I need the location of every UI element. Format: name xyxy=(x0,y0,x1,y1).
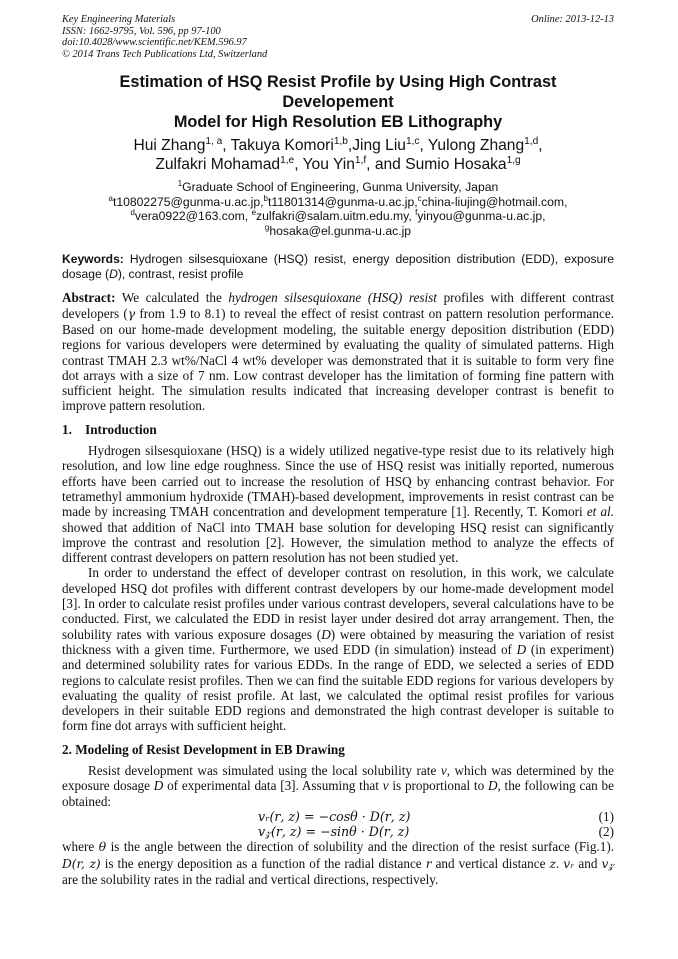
author-sup: 1,d xyxy=(524,135,539,147)
math-symbol: r xyxy=(425,856,432,871)
author-sup: 1,f xyxy=(354,154,367,166)
email-sup: e xyxy=(251,208,256,218)
author-name: Sumio Hosaka xyxy=(405,156,507,173)
email-link[interactable]: hosaka@el.gunma-u.ac.jp xyxy=(269,223,412,238)
author-name: You Yin xyxy=(302,156,355,173)
affiliation-sup: 1 xyxy=(177,178,183,188)
italic-text: et al. xyxy=(586,504,615,520)
email-link[interactable]: zulfakri@salam.uitm.edu.my xyxy=(255,209,409,224)
author-name: Hui Zhang xyxy=(133,137,206,154)
text: and vertical distance xyxy=(431,855,550,871)
text: In order to understand the effect of developer contrast on resolution, in this work, we calculate developed HSQ dot profiles with different contrast developers by our home-made development model [3]. In order to calculate resist profiles under various contrast developers, several calculations have to be conducted. First, we calculated the EDD in resist layer under desired dot array arrangement. Then, the solubility rates with various exposure dosages ( xyxy=(62,565,614,642)
affiliations xyxy=(62,180,614,238)
author-sup: 1,c xyxy=(405,135,420,147)
text: ) were obtained by measuring the variation of resist thickness with a given time. Furthermore, we used EDD (in simulation) instead of xyxy=(62,626,614,657)
issn: ISSN: 1662-9795, Vol. 596, pp 97-100 xyxy=(62,25,221,37)
keywords-label: Keywords: xyxy=(62,252,124,267)
italic-text: D xyxy=(487,778,498,794)
email-sup: b xyxy=(263,193,268,203)
journal-name: Key Engineering Materials xyxy=(62,14,176,25)
italic-text: v xyxy=(382,778,389,794)
text: , the following can be obtained: xyxy=(62,778,615,809)
email-link[interactable]: t10802275@gunma-u.ac.jp xyxy=(112,194,261,209)
affiliation-line xyxy=(62,180,614,195)
email-sup: g xyxy=(264,222,270,232)
math-symbol: z xyxy=(549,856,556,871)
abstract xyxy=(62,290,614,413)
intro-paragraph-1 xyxy=(62,443,614,565)
gamma-symbol: γ xyxy=(127,306,136,321)
title-line-2: Model for High Resolution EB Lithography xyxy=(173,113,503,131)
abstract-italic: hydrogen silsesquioxane (HSQ) resist xyxy=(228,290,437,306)
title-line-1: Estimation of HSQ Resist Profile by Using High Contrast Developement xyxy=(119,73,557,111)
journal-header xyxy=(62,14,614,60)
math-symbol: vᵣ xyxy=(563,856,575,871)
intro-paragraph-2 xyxy=(62,565,614,733)
math-symbol: D(r, z) xyxy=(62,856,101,871)
email-sup: c xyxy=(417,193,422,203)
email-sup: f xyxy=(415,208,418,218)
text: showed that addition of NaCl into TMAH base solution for developing HSQ resist can significantly improve the contrast and resolution [2]. However, the simulation method to analyze the effects of different contrast developers on pattern resolution has not been studied yet. xyxy=(62,519,614,566)
abstract-label: Abstract: xyxy=(62,290,116,306)
email-link[interactable]: yinyou@gunma-u.ac.jp xyxy=(417,209,543,224)
email-sup: a xyxy=(108,193,113,203)
text: where xyxy=(62,839,99,855)
authors-line-2: Zulfakri Mohamad$^{1,e}$, You Yin$^{1,f}$, and Sumio Hosaka$^{1,g}$ xyxy=(155,154,521,173)
email-link[interactable]: china-liujing@hotmail.com xyxy=(421,194,565,209)
email-link[interactable]: vera0922@163.com xyxy=(134,209,245,224)
author-sup: 1,g xyxy=(506,154,521,166)
paper-page xyxy=(62,14,614,887)
equation-number: (2) xyxy=(598,824,614,840)
emails-line-3 xyxy=(62,224,614,239)
paper-title xyxy=(62,72,614,132)
italic-text: v xyxy=(440,762,447,778)
abstract-text: We calculated the xyxy=(115,290,229,306)
section-heading-introduction: 1. Introduction xyxy=(62,421,157,437)
authors-line-1: Hui Zhang$^{1, a}$, Takuya Komori$^{1,b}$,Jing Liu$^{1,c}$, Yulong Zhang$^{1,d}$, xyxy=(133,135,543,154)
text: is the angle between the direction of solubility and the direction of the resist surface (Fig.1). xyxy=(106,839,615,855)
math-symbol: θ xyxy=(98,840,107,855)
author-sup: 1,e xyxy=(280,154,295,166)
author-name: Jing Liu xyxy=(352,137,406,154)
text: , which was determined by the exposure dosage xyxy=(62,762,614,794)
author-list xyxy=(62,136,614,174)
text: Hydrogen silsesquioxane (HSQ) is a widely utilized negative-type resist due to its relatively high resolution, and low line edge roughness. Since the use of HSQ resist was initially reported, numerous efforts have been carried out to increase the resolution of HSQ by enhancing contrast behavior. For tetramethyl ammonium hydroxide (TMAH)-based development, improvements in resist contrast can be made by increasing TMAH concentration and development temperature [1]. Recently, T. Komori xyxy=(62,443,614,520)
text: is the energy deposition as a function of the radial distance xyxy=(100,855,426,871)
copyright: © 2014 Trans Tech Publications Ltd, Switzerland xyxy=(62,48,268,60)
online-date: Online: 2013-12-13 xyxy=(531,14,614,25)
equation-expression: 𝑣𝓏(𝑟, 𝑧) = −𝑠𝑖𝑛𝜃 · 𝐷(𝑟, 𝑧) xyxy=(258,824,410,840)
keywords xyxy=(62,252,614,282)
text: are the solubility rates in the radial and vertical directions, respectively. xyxy=(62,872,439,888)
text: (in experiment) and determined solubility rates for various EDDs. In the range of EDD, we selected a series of EDD regions to calculate resist profiles. Then we can find the suitable EDD regions for various developers by evaluating the quality of resist profile. At last, we calculated the optimal resist profiles for various developers in their suitable EDD regions and demonstrated the high contrast developer is suitable to form fine dot arrays with sufficient height. xyxy=(62,641,614,734)
doi: doi:10.4028/www.scientific.net/KEM.596.97 xyxy=(62,37,247,48)
equation-number: (1) xyxy=(598,808,614,824)
email-sup: d xyxy=(130,208,135,218)
keywords-text: Hydrogen silsesquioxane (HSQ) resist, energy deposition distribution (EDD), exposure dosage ( xyxy=(62,252,614,282)
emails-line-2: $^d$vera0922@163.com, $^e$zulfakri@salam.uitm.edu.my, $^f$yinyou@gunma-u.ac.jp, xyxy=(130,208,546,224)
abstract-text: from 1.9 to 8.1) to reveal the effect of resist contrast on pattern resolution performance. Based on our home-made development modeling, the suitable energy deposition distribution (EDD) regions for various developers were determined by evaluating the quality of simulated patterns. High contrast TMAH 2.3 wt%/NaCl 4 wt% developer was demonstrated that it is suitable to form very fine dot arrays with a size of 7 nm. Low contrast developer has the limitation of forming fine pattern with sufficient height. The simulation results indicated that increasing developer contrast is benefit to improve pattern resolution. xyxy=(62,305,615,414)
modeling-paragraph-1 xyxy=(62,763,614,809)
equation-1 xyxy=(62,809,614,824)
math-symbol: v𝓏 xyxy=(601,856,615,871)
italic-text: D xyxy=(321,626,331,642)
text: and xyxy=(574,855,602,871)
modeling-paragraph-2 xyxy=(62,839,614,887)
author-name: Zulfakri Mohamad xyxy=(155,156,281,173)
author-name: Yulong Zhang xyxy=(427,137,525,154)
author-name: Takuya Komori xyxy=(230,137,334,154)
keywords-italic: D xyxy=(109,267,118,282)
text: . xyxy=(555,855,564,871)
author-sup: 1,b xyxy=(333,135,348,147)
abstract-text: profiles with different contrast developers ( xyxy=(62,290,614,321)
equation-2 xyxy=(62,824,614,839)
italic-text: D xyxy=(516,641,527,657)
emails-line-1: $^a$t10802275@gunma-u.ac.jp,$^b$t11801314@gunma-u.ac.jp,$^c$china-liujing@hotmail.com, xyxy=(108,193,568,209)
email-link[interactable]: t11801314@gunma-u.ac.jp xyxy=(267,194,415,209)
text: of experimental data [3]. Assuming that xyxy=(163,778,383,794)
equation-expression: 𝑣ᵣ(𝑟, 𝑧) = −𝑐𝑜𝑠𝜃 · 𝐷(𝑟, 𝑧) xyxy=(258,808,411,824)
author-sup: 1, a xyxy=(205,135,223,147)
affiliation-text: Graduate School of Engineering, Gunma University, Japan xyxy=(182,180,499,194)
italic-text: D xyxy=(153,778,164,794)
text: Resist development was simulated using the local solubility rate xyxy=(88,762,441,778)
section-heading-modeling: 2. Modeling of Resist Development in EB Drawing xyxy=(62,741,345,757)
keywords-text: ), contrast, resist profile xyxy=(117,267,244,282)
text: is proportional to xyxy=(388,778,488,794)
